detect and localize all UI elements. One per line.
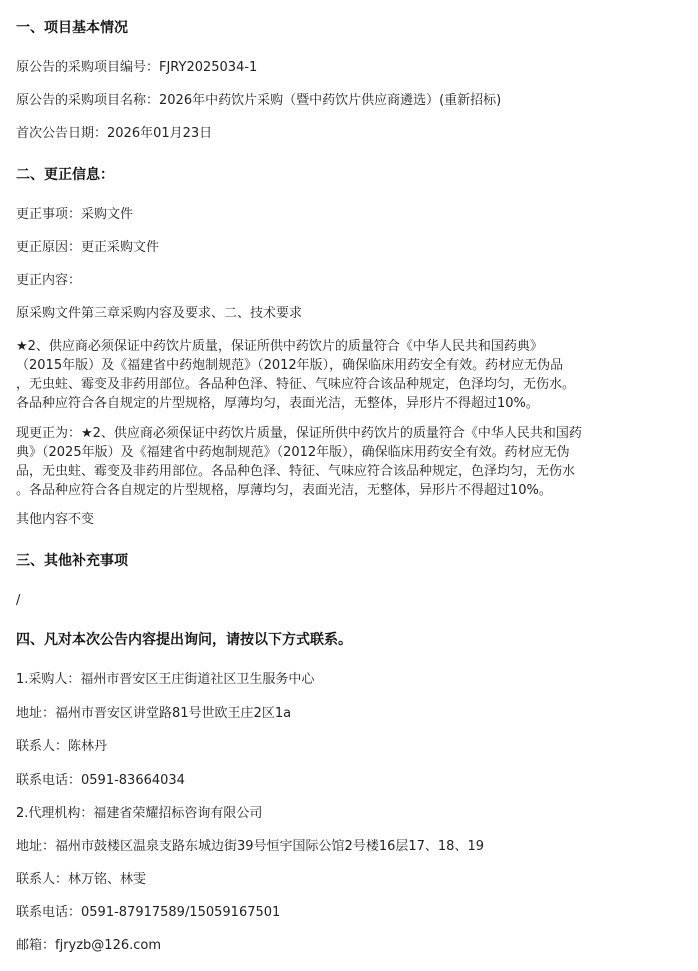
correction-item: 更正事项：采购文件	[16, 207, 134, 222]
project-number: 原公告的采购项目编号：FJRY2025034-1	[16, 60, 258, 75]
section-heading-correction: 二、更正信息：	[16, 167, 114, 183]
original-line: ★2、供应商必须保证中药饮片质量，保证所供中药饮片的质量符合《中华人民共和国药典》	[16, 339, 543, 354]
agency-name: 2.代理机构：福建省荣耀招标咨询有限公司	[16, 806, 263, 821]
project-name: 原公告的采购项目名称：2026年中药饮片采购（暨中药饮片供应商遴选）(重新招标)	[16, 93, 502, 108]
purchaser-phone: 联系电话：0591-83664034	[16, 773, 185, 788]
original-requirement-paragraph	[16, 337, 686, 413]
agency-contact-person: 联系人：林万铭、林雯	[16, 872, 147, 887]
agency-address: 地址：福州市鼓楼区温泉支路东城边街39号恒宇国际公馆2号楼16层17、18、19	[16, 839, 484, 854]
corrected-line: 品，无虫蛀、霉变及非药用部位。各品种色泽、特征、气味应符合该品种规定，色泽均匀，无伤水	[16, 464, 576, 479]
original-reference: 原采购文件第三章采购内容及要求、二、技术要求	[16, 306, 303, 321]
agency-email: 邮箱：fjryzb@126.com	[16, 938, 162, 953]
correction-content-label: 更正内容：	[16, 273, 82, 288]
corrected-line: 。各品种应符合各自规定的片型规格，厚薄均匀，表面光洁，无整体，异形片不得超过10%。	[16, 483, 552, 498]
section-heading-basic-info: 一、项目基本情况	[16, 20, 128, 36]
purchaser-address: 地址：福州市晋安区讲堂路81号世欧王庄2区1a	[16, 706, 292, 721]
corrected-line: 典》（2025年版）及《福建省中药炮制规范》（2012年版），确保临床用药安全有效。药材应无伪	[16, 445, 570, 460]
corrected-requirement-paragraph	[16, 424, 686, 500]
original-line: 各品种应符合各自规定的片型规格，厚薄均匀，表面光洁，无整体，异形片不得超过10%。	[16, 396, 539, 411]
agency-phone: 联系电话：0591-87917589/15059167501	[16, 905, 281, 920]
first-announcement-date: 首次公告日期：2026年01月23日	[16, 126, 213, 141]
section-heading-contact: 四、凡对本次公告内容提出询问，请按以下方式联系。	[16, 632, 352, 648]
correction-reason: 更正原因：更正采购文件	[16, 240, 160, 255]
other-content-unchanged: 其他内容不变	[16, 512, 95, 527]
original-line: （2015年版）及《福建省中药炮制规范》（2012年版），确保临床用药安全有效。药材应无伪品	[16, 358, 564, 373]
purchaser-contact-person: 联系人：陈林丹	[16, 739, 108, 754]
section-heading-supplementary: 三、其他补充事项	[16, 553, 128, 569]
supplementary-content: /	[16, 593, 21, 608]
purchaser-name: 1.采购人：福州市晋安区王庄街道社区卫生服务中心	[16, 672, 315, 687]
corrected-line: 现更正为：★2、供应商必须保证中药饮片质量，保证所供中药饮片的质量符合《中华人民共和国药	[16, 426, 582, 441]
original-line: ，无虫蛀、霉变及非药用部位。各品种色泽、特征、气味应符合该品种规定，色泽均匀，无伤水。	[16, 377, 576, 392]
